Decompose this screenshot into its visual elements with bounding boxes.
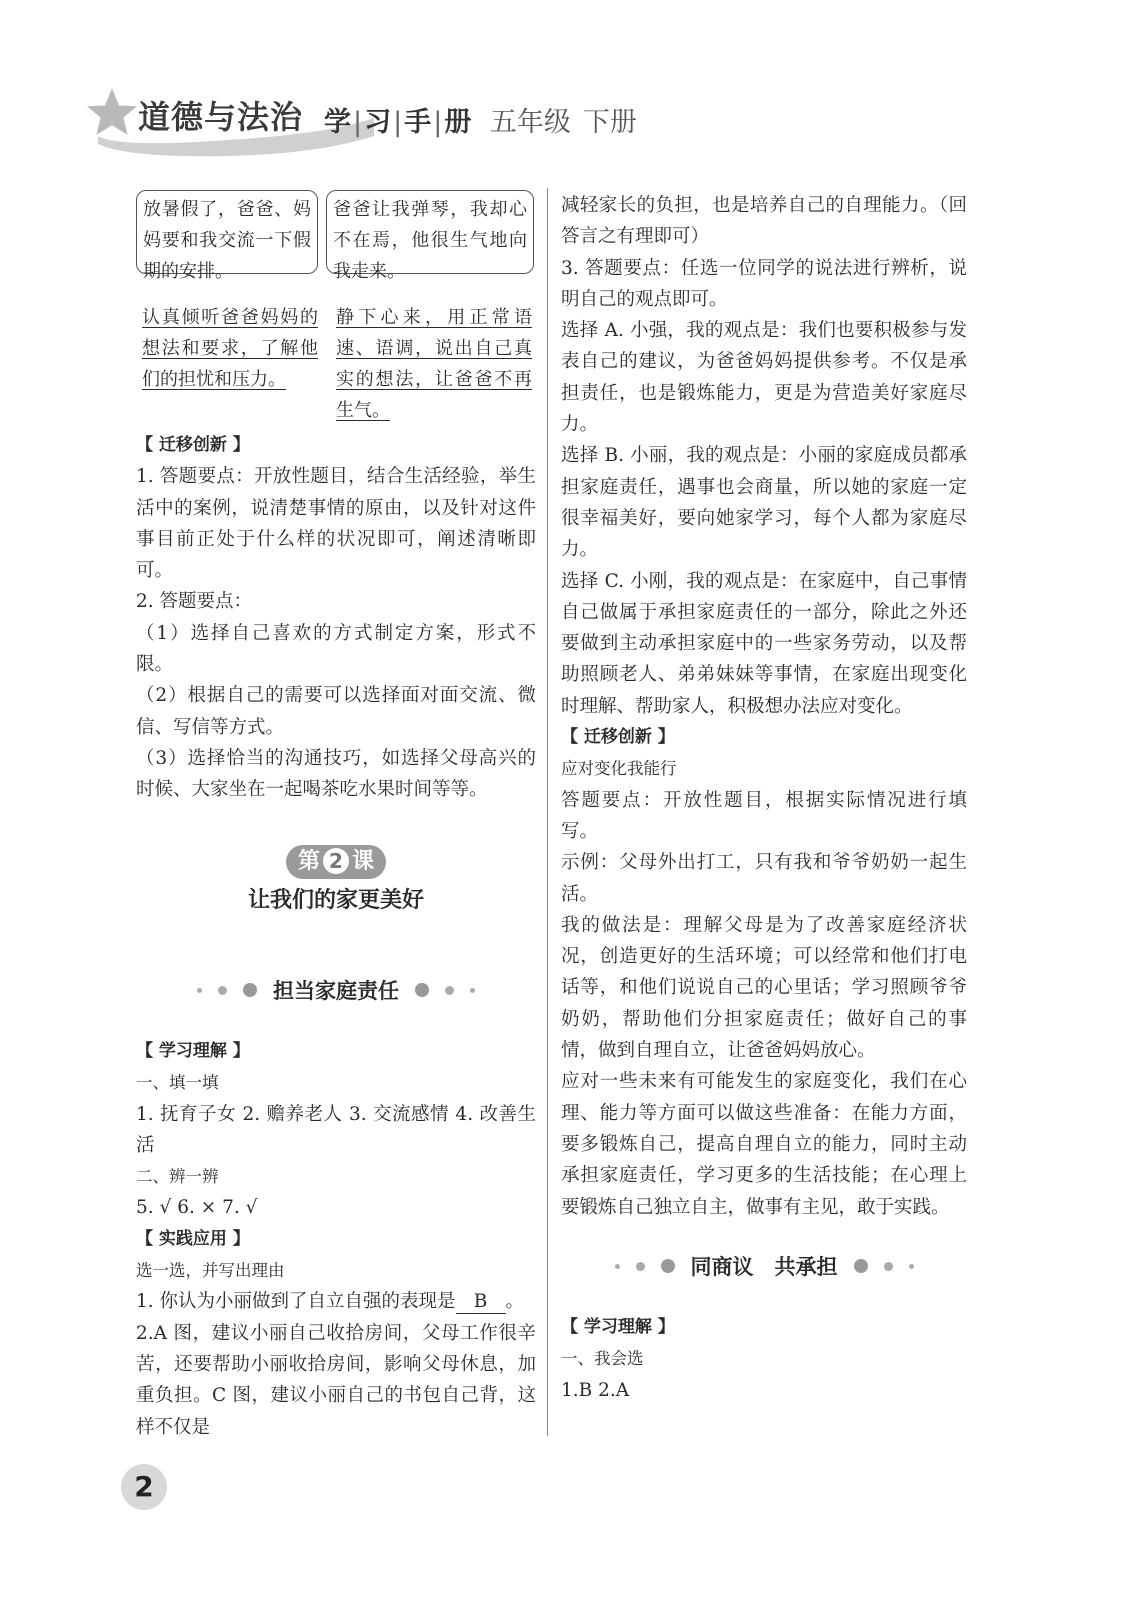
- paragraph: 2.A 图，建议小丽自己收拾房间，父母工作很辛苦，还要帮助小丽收拾房间，影响父母休息，加重负担。C 图，建议小丽自己的书包自己背，这样不仅是: [136, 1322, 536, 1438]
- section-heading: 【 学习理解 】: [136, 1041, 250, 1061]
- section-heading: 【 迁移创新 】: [561, 727, 675, 748]
- section-heading: 【 实践应用 】: [136, 1228, 250, 1249]
- section-heading: 【 迁移创新 】: [136, 435, 250, 455]
- volume-label: 下册: [582, 107, 637, 138]
- title-char: 手: [404, 107, 432, 138]
- choice-answers: 1.B 2.A: [561, 1379, 630, 1401]
- paragraph: 选择 B. 小丽，我的观点是：小丽的家庭成员都承担家庭责任，遇事也会商量，所以她的家庭一定很幸福美好，要向她家学习，每个人都为家庭尽力。: [561, 445, 967, 561]
- paragraph: 2. 答题要点：: [136, 591, 253, 613]
- paragraph: 示例：父母外出打工，只有我和爷爷奶奶一起生活。: [561, 852, 967, 905]
- topic-heading: [136, 973, 536, 1007]
- paragraph: （3）选择恰当的沟通技巧，如选择父母高兴的时候、大家坐在一起喝茶吃水果时间等等。: [136, 747, 536, 801]
- scenario-box: 爸爸让我弹琴，我却心不在焉，他很生气地向我走来。: [326, 190, 534, 274]
- decor-dots-left: [615, 1259, 675, 1273]
- scenario-answers: [136, 302, 536, 430]
- title-char: 学: [324, 107, 351, 138]
- lesson-number: 2: [323, 848, 349, 874]
- title-char: 习: [364, 107, 392, 138]
- paragraph: （2）根据自己的需要可以选择面对面交流、微信、写信等方式。: [136, 685, 536, 738]
- sub-heading: 应对变化我能行: [561, 759, 677, 779]
- scenario-answer: 静下心来，用正常语速、语调，说出自己真实的想法，让爸爸不再生气。: [336, 307, 532, 421]
- lesson-badge: [286, 845, 386, 879]
- paragraph: 我的做法是：理解父母是为了改善家庭经济状况，创造更好的生活环境；可以经常和他们打电话等，和他们说说自己的心里话；学习照顾爷爷奶奶，帮助他们分担家庭责任；做好自己的事情，做到自理自立，让爸爸妈妈放心。: [561, 914, 967, 1062]
- question-suffix: 。: [505, 1291, 525, 1313]
- paragraph: 3. 答题要点：任选一位同学的说法进行辨析，说明自己的观点即可。: [561, 257, 967, 310]
- topic-heading: [561, 1249, 967, 1283]
- topic-title: 同商议 共承担: [690, 1255, 838, 1279]
- decor-dots-right: [415, 983, 475, 997]
- decor-dots-left: [197, 983, 257, 997]
- grade-label: 五年级: [489, 107, 571, 138]
- right-column: [561, 190, 967, 1223]
- paragraph: 选择 A. 小强，我的观点是：我们也要积极参与发表自己的建议，为爸爸妈妈提供参考。不仅是承担责任，也是锻炼能力，更是为营造美好家庭尽力。: [561, 320, 967, 436]
- paragraph: 应对一些未来有可能发生的家庭变化，我们在心理、能力等方面可以做这些准备：在能力方面，要多锻炼自己，提高自理自立的能力，同时主动承担家庭责任，学习更多的生活技能；在心理上要锻炼自己独立自主，做事有主见，敢于实践。: [561, 1071, 967, 1218]
- lesson-prefix: 第: [297, 849, 320, 874]
- left-column: [136, 190, 536, 806]
- page-header: [78, 78, 698, 158]
- book-title: 学|习|手|册 五年级 下册: [324, 107, 637, 138]
- lesson-title: 让我们的家更美好: [247, 888, 424, 913]
- paragraph: 1. 答题要点：开放性题目，结合生活经验，举生活中的案例，说清楚事情的原由，以及针对这件事目前正处于什么样的状况即可，阐述清晰即可。: [136, 466, 536, 582]
- paragraph: 选择 C. 小刚，我的观点是：在家庭中，自己事情自己做属于承担家庭责任的一部分，除此之外还要做到主动承担家庭中的一些家务劳动，以及帮助照顾老人、弟弟妹妹等事情，在家庭出现变化时理解、帮助家人，积极想办法应对变化。: [561, 570, 967, 717]
- answer-blank: B: [456, 1291, 506, 1314]
- paragraph: 减轻家长的负担，也是培养自己的自理能力。（回答言之有理即可）: [561, 195, 967, 248]
- right-lower-content: [561, 1312, 967, 1406]
- sub-heading: 一、我会选: [561, 1349, 644, 1369]
- paragraph: （1）选择自己喜欢的方式制定方案，形式不限。: [136, 622, 536, 676]
- scenario-answer: 认真倾听爸爸妈妈的想法和要求，了解他们的担忧和压力。: [142, 307, 318, 390]
- scenario-box: 放暑假了，爸爸、妈妈要和我交流一下假期的安排。: [136, 190, 318, 274]
- question-1: [136, 1286, 536, 1317]
- subject-logo-text: 道德与法治: [138, 98, 304, 136]
- fill-answers: 1. 抚育子女 2. 赡养老人 3. 交流感情 4. 改善生活: [136, 1103, 536, 1156]
- section-heading: 【 学习理解 】: [561, 1317, 675, 1337]
- scenario-boxes: [136, 190, 536, 286]
- lesson-heading: [136, 845, 536, 915]
- lesson-suffix: 课: [352, 849, 375, 874]
- question-text: 1. 你认为小丽做到了自立自强的表现是: [136, 1291, 456, 1313]
- column-divider: [547, 188, 548, 1436]
- title-char: 册: [444, 107, 472, 138]
- sub-heading: 二、辨一辨: [136, 1167, 219, 1187]
- page-number: 2: [121, 1464, 167, 1510]
- sub-heading: 一、填一填: [136, 1073, 219, 1093]
- decor-dots-right: [854, 1259, 914, 1273]
- paragraph: 答题要点：开放性题目，根据实际情况进行填写。: [561, 789, 967, 842]
- judge-answers: 5. √ 6. × 7. √: [136, 1197, 258, 1219]
- left-lower-content: [136, 1036, 536, 1443]
- topic-title: 担当家庭责任: [273, 979, 399, 1003]
- sub-heading: 选一选，并写出理由: [136, 1261, 285, 1281]
